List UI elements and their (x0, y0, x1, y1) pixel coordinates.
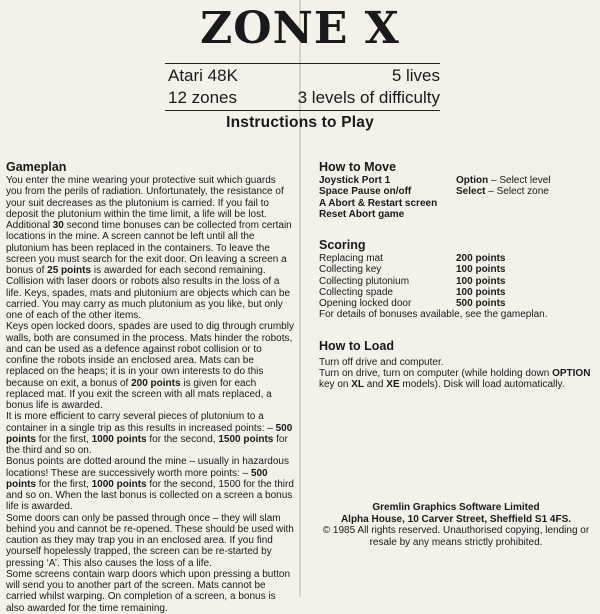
score-row: Collecting key 100 points (319, 264, 506, 276)
difficulty-label: 3 levels of difficulty (297, 88, 440, 107)
how-to-move-heading: How to Move (319, 160, 397, 174)
gameplan-paragraph: Collision with laser doors or robots also results in the loss of a life. Keys, spades, mats and plutonium are objects which can be carried. You may carry as much plutonium as you like, but only one of each of the other items. (6, 276, 291, 321)
control-row: Reset Abort game (319, 208, 405, 220)
how-to-move-section (319, 160, 594, 220)
score-row: Opening locked door 500 points (319, 298, 506, 309)
lives-label: 5 lives (391, 66, 440, 85)
gameplan-paragraph: Some doors can only be passed through once – they will slam behind you and cannot be re-opened. These should be used with caution as they may trap you in an enclosed area. If you find yourself hopelessly trapped, the screen can be re-started by pressing ‘A’. This also causes the loss of a life. (6, 512, 294, 569)
info-top-rule (165, 63, 440, 64)
gameplan-section (6, 160, 294, 614)
load-step: Turn off drive and computer. (319, 356, 444, 368)
scoring-section (319, 238, 594, 321)
how-to-load-section (319, 339, 594, 391)
zones-label: 12 zones (168, 88, 237, 107)
how-to-load-heading: How to Load (319, 338, 394, 353)
load-step: Turn on drive, turn on computer (while holding down OPTION key on XL and XE models). Disk will load automatically. (319, 367, 591, 390)
publisher-footer (318, 502, 594, 548)
copyright-notice: © 1985 All rights reserved. Unauthorised copying, lending or resale by any means strictly prohibited. (322, 525, 590, 548)
gameplan-paragraph: You enter the mine wearing your protective suit which guards you from the perils of radiation. Unfortunately, the resistance of your suit decreases as the plutonium is carried. If you fail to deposit the plutonium within the time limit, a life will be lost. Additional 30 second time bonuses can be collected from certain locations in the mine. A screen cannot be left until all the plutonium has been replaced in the containers. To leave the screen you must search for the exit door. On leaving a screen a bonus of 25 points is awarded for each second remaining. (6, 175, 292, 276)
publisher-name: Gremlin Graphics Software Limited (372, 502, 540, 513)
scoring-note: For details of bonuses available, see the gameplan. (319, 309, 548, 321)
game-title: ZONE X (200, 3, 400, 54)
scoring-heading: Scoring (319, 238, 366, 252)
gameplan-paragraph: Keys open locked doors, spades are used to dig through crumbly walls, both are consumed in the process. Mats hinder the robots, and can be used as a defence against robot collision or to confine the robots inside an enclosed area. Mats can be replaced on the heaps; it is in your own interests to do this because on exit, a bonus of 200 points is given for each replaced mat. If you exit the screen with all mats replaced, a bonus life is awarded. (6, 321, 294, 411)
score-row: Replacing mat 200 points (319, 253, 506, 264)
info-bottom-rule (165, 98, 440, 111)
control-row: Joystick Port 1 Option – Select level (319, 175, 551, 186)
gameplan-paragraph: Bonus points are dotted around the mine – usually in hazardous locations! These are successively worth more points: – 500 points for the first, 1000 points for the second, 1500 for the third and so on. When the last bonus is collected on a screen a bonus life is awarded. (6, 456, 294, 513)
gameplan-paragraph: It is more efficient to carry several pieces of plutonium to a container in a single trip as this results in increased points: – 500 points for the first, 1000 points for the second, 1500 points for the third and so on. (6, 411, 293, 456)
control-row: Space Pause on/off Select – Select zone (319, 186, 549, 198)
platform-label: Atari 48K (168, 66, 238, 85)
control-row: A Abort & Restart screen (319, 197, 438, 209)
gameplan-paragraph: Some screens contain warp doors which upon pressing a button will send you to another part of the screen. Mats cannot be carried whilst warping. On completion of a screen, a bonus is also awarded for the time remaining. (6, 568, 291, 614)
score-row: Collecting spade 100 points (319, 286, 506, 298)
score-row: Collecting plutonium 100 points (319, 275, 506, 287)
gameplan-heading: Gameplan (6, 160, 67, 174)
right-column (319, 160, 594, 400)
instructions-title: Instructions to Play (226, 114, 374, 131)
publisher-address: Alpha House, 10 Carver Street, Sheffield S1 4FS. (340, 513, 572, 525)
